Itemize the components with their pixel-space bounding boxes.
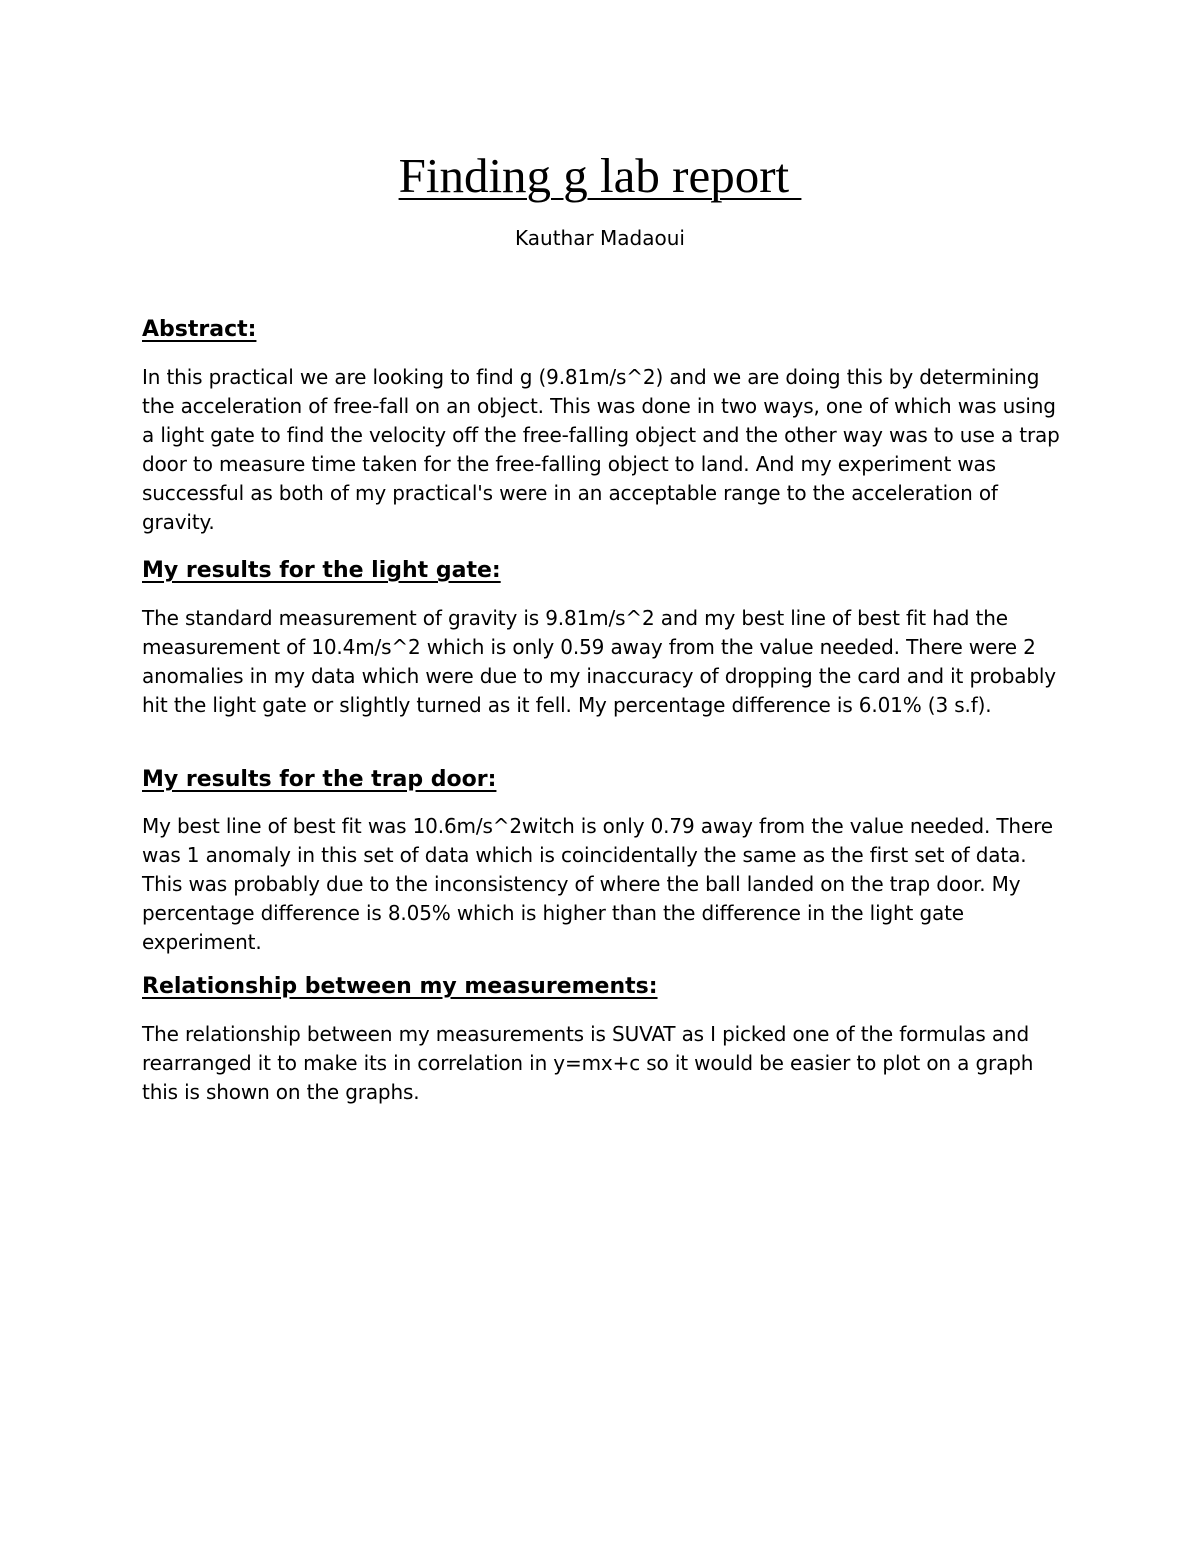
section-trap-door (142, 812, 1072, 957)
section-heading: My results for the light gate: (142, 558, 501, 583)
section-light-gate (142, 604, 1072, 720)
section-relationship (142, 1020, 1072, 1107)
section-trap-door-heading-wrap (142, 765, 1072, 795)
section-abstract-heading-wrap (142, 315, 1072, 345)
section-paragraph: The relationship between my measurements is SUVAT as I picked one of the formulas and rearranged it to make its in correlation in y=mx+c so it would be easier to plot on a graph this is shown on the graphs. (142, 1022, 1034, 1104)
section-heading: Relationship between my measurements: (142, 974, 658, 999)
section-abstract (142, 363, 1072, 537)
section-paragraph: My best line of best fit was 10.6m/s^2witch is only 0.79 away from the value needed. There was 1 anomaly in this set of data which is coincidentally the same as the first set of data. This was probably due to the inconsistency of where the ball landed on the trap door. My percentage difference is 8.05% which is higher than the difference in the light gate experiment. (142, 814, 1053, 954)
document-author: Kauthar Madaoui (515, 226, 685, 250)
document-title: Finding g lab report (398, 148, 802, 203)
section-light-gate-heading-wrap (142, 556, 1072, 586)
section-heading: Abstract: (142, 317, 257, 342)
section-paragraph: The standard measurement of gravity is 9.81m/s^2 and my best line of best fit had the measurement of 10.4m/s^2 which is only 0.59 away from the value needed. There were 2 anomalies in my data which were due to my inaccuracy of dropping the card and it probably hit the light gate or slightly turned as it fell. My percentage difference is 6.01% (3 s.f). (142, 606, 1056, 717)
section-paragraph: In this practical we are looking to find g (9.81m/s^2) and we are doing this by determining the acceleration of free-fall on an object. This was done in two ways, one of which was using a light gate to find the velocity off the free-falling object and the other way was to use a trap door to measure time taken for the free-falling object to land. And my experiment was successful as both of my practical's were in an acceptable range to the acceleration of gravity. (142, 365, 1060, 534)
section-relationship-heading-wrap (142, 972, 1072, 1002)
section-heading: My results for the trap door: (142, 767, 497, 792)
